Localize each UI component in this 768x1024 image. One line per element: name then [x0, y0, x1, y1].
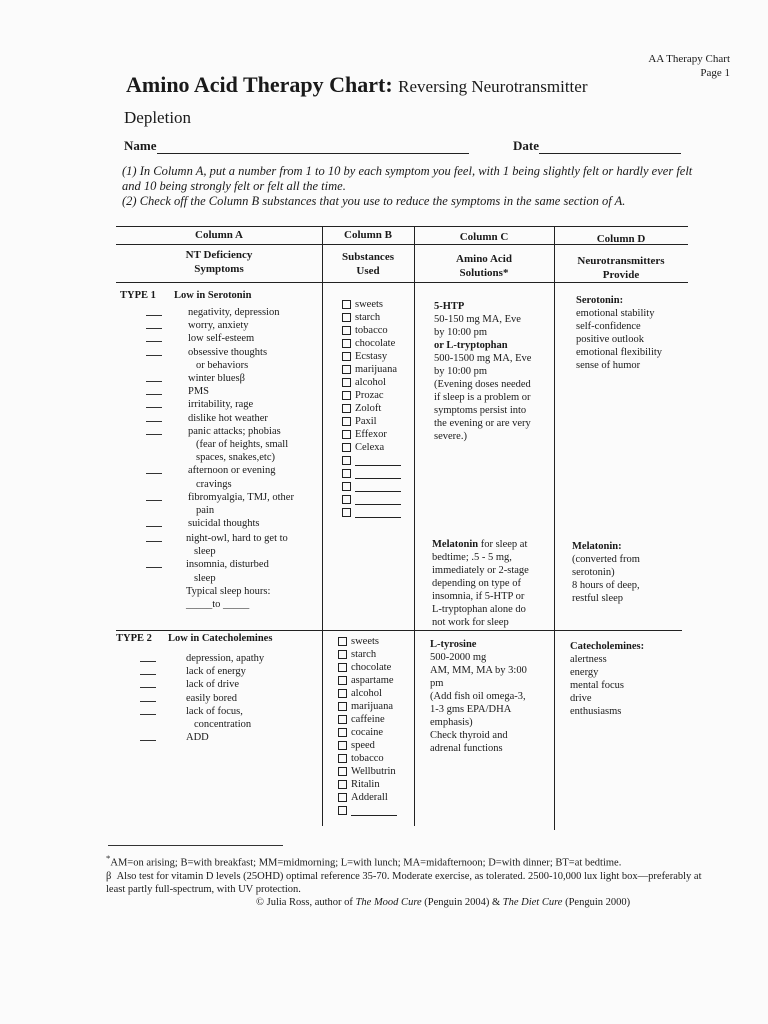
checkbox-icon[interactable]: [342, 352, 351, 361]
substance-label: Ritalin: [351, 779, 380, 790]
symptom: depression, apathy: [186, 653, 265, 664]
rating-blank[interactable]: [146, 315, 162, 316]
checkbox-icon[interactable]: [338, 754, 347, 763]
symptom: irritability, rage: [188, 399, 254, 411]
symptom: afternoon or evening: [188, 465, 276, 477]
substance-label: starch: [355, 312, 381, 323]
symptom: Typical sleep hours:: [186, 585, 271, 597]
document-title-line2: Depletion: [124, 108, 192, 127]
rating-blank[interactable]: [146, 526, 162, 527]
provides-item: sense of humor: [576, 360, 641, 371]
substance-label: Wellbutrin: [351, 766, 396, 777]
checkbox-icon[interactable]: [338, 728, 347, 737]
name-field[interactable]: [157, 153, 469, 154]
substance-blank-checkbox[interactable]: [338, 804, 397, 817]
column-b-header: Column B: [344, 229, 392, 241]
substance-label: Zoloft: [355, 403, 382, 414]
substance-checkbox[interactable]: [338, 791, 397, 804]
substance-checkbox[interactable]: [342, 376, 401, 389]
solution-line: the evening or are very: [434, 418, 531, 429]
therapy-table: [116, 226, 688, 832]
rating-blank[interactable]: [140, 687, 156, 688]
solution-line: not work for sleep: [432, 617, 509, 628]
solution-line: severe.): [434, 431, 467, 442]
substance-label: starch: [351, 649, 377, 660]
checkbox-icon[interactable]: [338, 650, 347, 659]
checkbox-icon[interactable]: [342, 404, 351, 413]
solution-line: depending on type of: [432, 578, 521, 589]
column-d-subheader: Neurotransmitters Provide: [577, 255, 665, 281]
rating-blank[interactable]: [146, 381, 162, 382]
solution-line: insomnia, if 5-HTP or: [432, 591, 525, 602]
substance-checkbox[interactable]: [338, 752, 397, 765]
rating-blank[interactable]: [146, 473, 162, 474]
footnote-star: *AM=on arising; B=with breakfast; MM=midmorning; L=with lunch; MA=midafternoon; D=with dinner; BT=at bedtime.: [106, 853, 622, 869]
symptom: cravings: [196, 478, 232, 490]
type2-title: Low in Catecholemines: [168, 633, 273, 644]
symptom: dislike hot weather: [188, 412, 268, 424]
provides-item: positive outlook: [576, 334, 644, 345]
substance-label: sweets: [355, 299, 383, 310]
checkbox-icon[interactable]: [342, 443, 351, 452]
rating-blank[interactable]: [146, 355, 162, 356]
substance-checkbox[interactable]: [338, 713, 397, 726]
substance-label: cocaine: [351, 727, 384, 738]
substance-checkbox[interactable]: [338, 648, 397, 661]
substance-checkbox[interactable]: [338, 700, 397, 713]
rating-blank[interactable]: [140, 714, 156, 715]
rating-blank[interactable]: [140, 661, 156, 662]
substance-checkbox[interactable]: [342, 363, 401, 376]
solution-line: AM, MM, MA by 3:00: [430, 665, 527, 676]
substance-label: marijuana: [351, 701, 393, 712]
type1-melatonin-solution: Melatonin for sleep at bedtime; .5 - 5 mg, immediately or 2-stage depending on type of insomnia, if 5-HTP or L-tryptophan alone do not work for sleep: [432, 538, 554, 629]
substance-label: chocolate: [355, 338, 396, 349]
rating-blank[interactable]: [146, 328, 162, 329]
provides-item: 8 hours of deep,: [572, 580, 640, 591]
rating-blank[interactable]: [140, 701, 156, 702]
header-title: AA Therapy Chart: [648, 53, 730, 65]
type2-provides: Catecholemines: alertness energy mental focus drive enthusiasms: [570, 640, 688, 718]
symptom: spaces, snakes,etc): [196, 452, 276, 464]
substance-label: alcohol: [355, 377, 386, 388]
rating-blank[interactable]: [146, 434, 162, 435]
solution-line: (Evening doses needed: [434, 379, 531, 390]
substance-checkbox[interactable]: [342, 441, 401, 454]
rating-blank[interactable]: [146, 421, 162, 422]
type1-label: TYPE 1: [120, 290, 156, 301]
rating-blank[interactable]: [146, 341, 162, 342]
symptom: lack of focus,: [186, 705, 243, 717]
checkbox-icon[interactable]: [342, 456, 351, 465]
symptom: (fear of heights, small: [196, 439, 289, 450]
provides-item: enthusiasms: [570, 706, 622, 717]
substance-label: Prozac: [355, 390, 384, 401]
provides-item: emotional stability: [576, 308, 655, 319]
rating-blank[interactable]: [146, 394, 162, 395]
write-in-line[interactable]: [355, 456, 401, 466]
substance-label: Celexa: [355, 442, 385, 453]
substance-checkbox[interactable]: [338, 726, 397, 739]
checkbox-icon[interactable]: [338, 689, 347, 698]
type2-substances: [338, 635, 397, 817]
solution-line: by 10:00 pm: [434, 366, 488, 377]
symptom: sleep: [194, 546, 216, 558]
name-label: Name: [124, 138, 157, 153]
provides-item: mental focus: [570, 680, 624, 691]
checkbox-icon[interactable]: [338, 780, 347, 789]
symptom: low self-esteem: [188, 333, 255, 345]
solution-line: symptoms persist into: [434, 405, 527, 416]
column-c-header: Column C: [459, 231, 509, 243]
column-d-header: Column D: [596, 233, 646, 245]
symptom: panic attacks; phobias: [188, 425, 281, 437]
checkbox-icon[interactable]: [342, 326, 351, 335]
checkbox-icon[interactable]: [338, 663, 347, 672]
type1-solution: 5-HTP 50-150 mg MA, Eve by 10:00 pm or L-tryptophan 500-1500 mg MA, Eve by 10:00 pm (Evening doses needed if sleep is a problem or symptoms persist into the evening or are very severe.): [434, 300, 554, 443]
page-number: Page 1: [700, 67, 730, 79]
substance-blank-checkbox[interactable]: [342, 454, 401, 467]
write-in-line[interactable]: [355, 508, 401, 518]
provides-item: emotional flexibility: [576, 347, 663, 358]
substance-checkbox[interactable]: [338, 687, 397, 700]
write-in-line[interactable]: [355, 469, 401, 479]
symptom: ADD: [186, 732, 209, 744]
solution-line: immediately or 2-stage: [432, 565, 529, 576]
symptom: concentration: [194, 719, 252, 730]
substance-label: Ecstasy: [355, 351, 388, 362]
symptom: lack of drive: [186, 679, 240, 691]
substance-label: Paxil: [355, 416, 377, 427]
checkbox-icon[interactable]: [342, 300, 351, 309]
date-field[interactable]: [539, 153, 681, 154]
solution-line: by 10:00 pm: [434, 327, 488, 338]
type2-solution: L-tyrosine 500-2000 mg AM, MM, MA by 3:00 pm (Add fish oil omega-3, 1-3 gms EPA/DHA emphasis) Check thyroid and adrenal functions: [430, 638, 554, 755]
type1-provides: Serotonin: emotional stability self-confidence positive outlook emotional flexibility sense of humor: [576, 294, 688, 372]
instruction-2: (2) Check off the Column B substances that you use to reduce the symptoms in the same section of A.: [122, 194, 626, 208]
page-header: [648, 52, 730, 80]
instructions: [122, 164, 707, 209]
date-label: Date: [513, 138, 539, 153]
column-a-header: Column A: [195, 229, 243, 241]
rating-blank[interactable]: [140, 740, 156, 741]
substance-checkbox[interactable]: [338, 765, 397, 778]
symptom: or behaviors: [196, 359, 249, 371]
substance-label: tobacco: [355, 325, 388, 336]
substance-checkbox[interactable]: [342, 337, 401, 350]
substance-checkbox[interactable]: [342, 428, 401, 441]
symptom: insomnia, disturbed: [186, 559, 269, 571]
solution-line: (Add fish oil omega-3,: [430, 691, 526, 702]
checkbox-icon[interactable]: [338, 637, 347, 646]
rating-blank[interactable]: [146, 500, 162, 501]
substance-checkbox[interactable]: [338, 635, 397, 648]
column-a-subheader: NT Deficiency Symptoms: [185, 249, 253, 275]
checkbox-icon[interactable]: [342, 417, 351, 426]
provides-item: serotonin): [572, 567, 615, 578]
substance-checkbox[interactable]: [338, 739, 397, 752]
substance-blank-checkbox[interactable]: [342, 480, 401, 493]
substance-checkbox[interactable]: [342, 350, 401, 363]
provides-item: restful sleep: [572, 593, 624, 604]
provides-item: self-confidence: [576, 321, 641, 332]
checkbox-icon[interactable]: [342, 430, 351, 439]
symptom: easily bored: [186, 692, 238, 704]
symptom: worry, anxiety: [188, 320, 249, 332]
substance-label: tobacco: [351, 753, 384, 764]
credit-line: © Julia Ross, author of The Mood Cure (Penguin 2004) & The Diet Cure (Penguin 2000): [256, 896, 631, 908]
substance-checkbox[interactable]: [342, 298, 401, 311]
checkbox-icon[interactable]: [342, 495, 351, 504]
footnote-beta: β Also test for vitamin D levels (25OHD) optimal reference 35-70. Moderate exercise, as tolerated. 2500-10,000 lux light box—preferably at least partly full-spectrum, with UV protection.: [106, 870, 702, 895]
provides-item: alertness: [570, 654, 607, 665]
type1-substances: [342, 298, 401, 519]
provides-item: energy: [570, 667, 599, 678]
checkbox-icon[interactable]: [338, 741, 347, 750]
solution-line: 1-3 gms EPA/DHA: [430, 704, 512, 715]
substance-checkbox[interactable]: [342, 402, 401, 415]
substance-blank-checkbox[interactable]: [342, 493, 401, 506]
solution-line: emphasis): [430, 717, 473, 728]
substance-checkbox[interactable]: [342, 324, 401, 337]
substance-label: chocolate: [351, 662, 392, 673]
substance-checkbox[interactable]: [342, 389, 401, 402]
symptom: obsessive thoughts: [188, 346, 268, 358]
rating-blank[interactable]: [146, 407, 162, 408]
substance-label: Adderall: [351, 792, 388, 803]
checkbox-icon[interactable]: [342, 508, 351, 517]
column-c-subheader: Amino Acid Solutions*: [456, 253, 512, 279]
substance-label: marijuana: [355, 364, 397, 375]
type1-melatonin-provides: Melatonin: (converted from serotonin) 8 hours of deep, restful sleep: [572, 540, 688, 605]
solution-line: Check thyroid and: [430, 730, 508, 741]
symptom: negativity, depression: [188, 307, 280, 318]
substance-checkbox[interactable]: [338, 674, 397, 687]
solution-line: pm: [430, 678, 444, 689]
symptom: sleep: [194, 572, 216, 584]
checkbox-icon[interactable]: [338, 806, 347, 815]
substance-checkbox[interactable]: [342, 415, 401, 428]
checkbox-icon[interactable]: [338, 676, 347, 685]
provides-item: (converted from: [572, 554, 640, 565]
column-b-subheader: Substances Used: [342, 251, 394, 277]
checkbox-icon[interactable]: [342, 469, 351, 478]
substance-blank-checkbox[interactable]: [342, 506, 401, 519]
instruction-1: (1) In Column A, put a number from 1 to 10 by each symptom you feel, with 1 being slightly felt or hardly ever felt and 10 being strongly felt or felt all the time.: [122, 164, 693, 193]
symptom: _____to _____: [186, 599, 250, 610]
substance-blank-checkbox[interactable]: [342, 467, 401, 480]
substance-label: speed: [351, 740, 375, 751]
substance-label: Effexor: [355, 429, 387, 440]
checkbox-icon[interactable]: [338, 767, 347, 776]
symptom: night-owl, hard to get to: [186, 533, 288, 544]
substance-checkbox[interactable]: [342, 311, 401, 324]
checkbox-icon[interactable]: [342, 313, 351, 322]
symptom: fibromyalgia, TMJ, other: [188, 491, 294, 503]
footnotes: [106, 852, 706, 909]
solution-line: 50-150 mg MA, Eve: [434, 314, 521, 325]
checkbox-icon[interactable]: [338, 793, 347, 802]
substance-label: caffeine: [351, 714, 385, 725]
solution-line: 500-1500 mg MA, Eve: [434, 353, 532, 364]
checkbox-icon[interactable]: [342, 339, 351, 348]
symptom: winter bluesβ: [188, 373, 245, 384]
rating-blank[interactable]: [146, 541, 162, 542]
solution-line: bedtime; .5 - 5 mg,: [432, 552, 512, 563]
checkbox-icon[interactable]: [342, 378, 351, 387]
checkbox-icon[interactable]: [338, 715, 347, 724]
provides-item: drive: [570, 693, 592, 704]
solution-line: adrenal functions: [430, 743, 503, 754]
substance-label: aspartame: [351, 675, 394, 686]
type1-title: Low in Serotonin: [174, 290, 252, 301]
name-date-row: [124, 138, 689, 154]
symptom: suicidal thoughts: [188, 518, 260, 530]
checkbox-icon[interactable]: [342, 391, 351, 400]
checkbox-icon[interactable]: [342, 482, 351, 491]
rating-blank[interactable]: [140, 674, 156, 675]
rating-blank[interactable]: [146, 567, 162, 568]
substance-checkbox[interactable]: [338, 778, 397, 791]
write-in-line[interactable]: [355, 495, 401, 505]
write-in-line[interactable]: [355, 482, 401, 492]
type2-label: TYPE 2: [116, 633, 152, 644]
checkbox-icon[interactable]: [342, 365, 351, 374]
symptom: PMS: [188, 386, 210, 398]
symptom: lack of energy: [186, 666, 246, 678]
write-in-line[interactable]: [351, 806, 397, 816]
checkbox-icon[interactable]: [338, 702, 347, 711]
solution-line: 500-2000 mg: [430, 652, 487, 663]
solution-line: if sleep is a problem or: [434, 392, 531, 403]
substance-label: sweets: [351, 636, 379, 647]
substance-label: alcohol: [351, 688, 382, 699]
symptom: pain: [196, 505, 215, 516]
solution-line: L-tryptophan alone do: [432, 604, 526, 615]
document-title: Amino Acid Therapy Chart: Reversing Neurotransmitter: [126, 72, 588, 97]
substance-checkbox[interactable]: [338, 661, 397, 674]
